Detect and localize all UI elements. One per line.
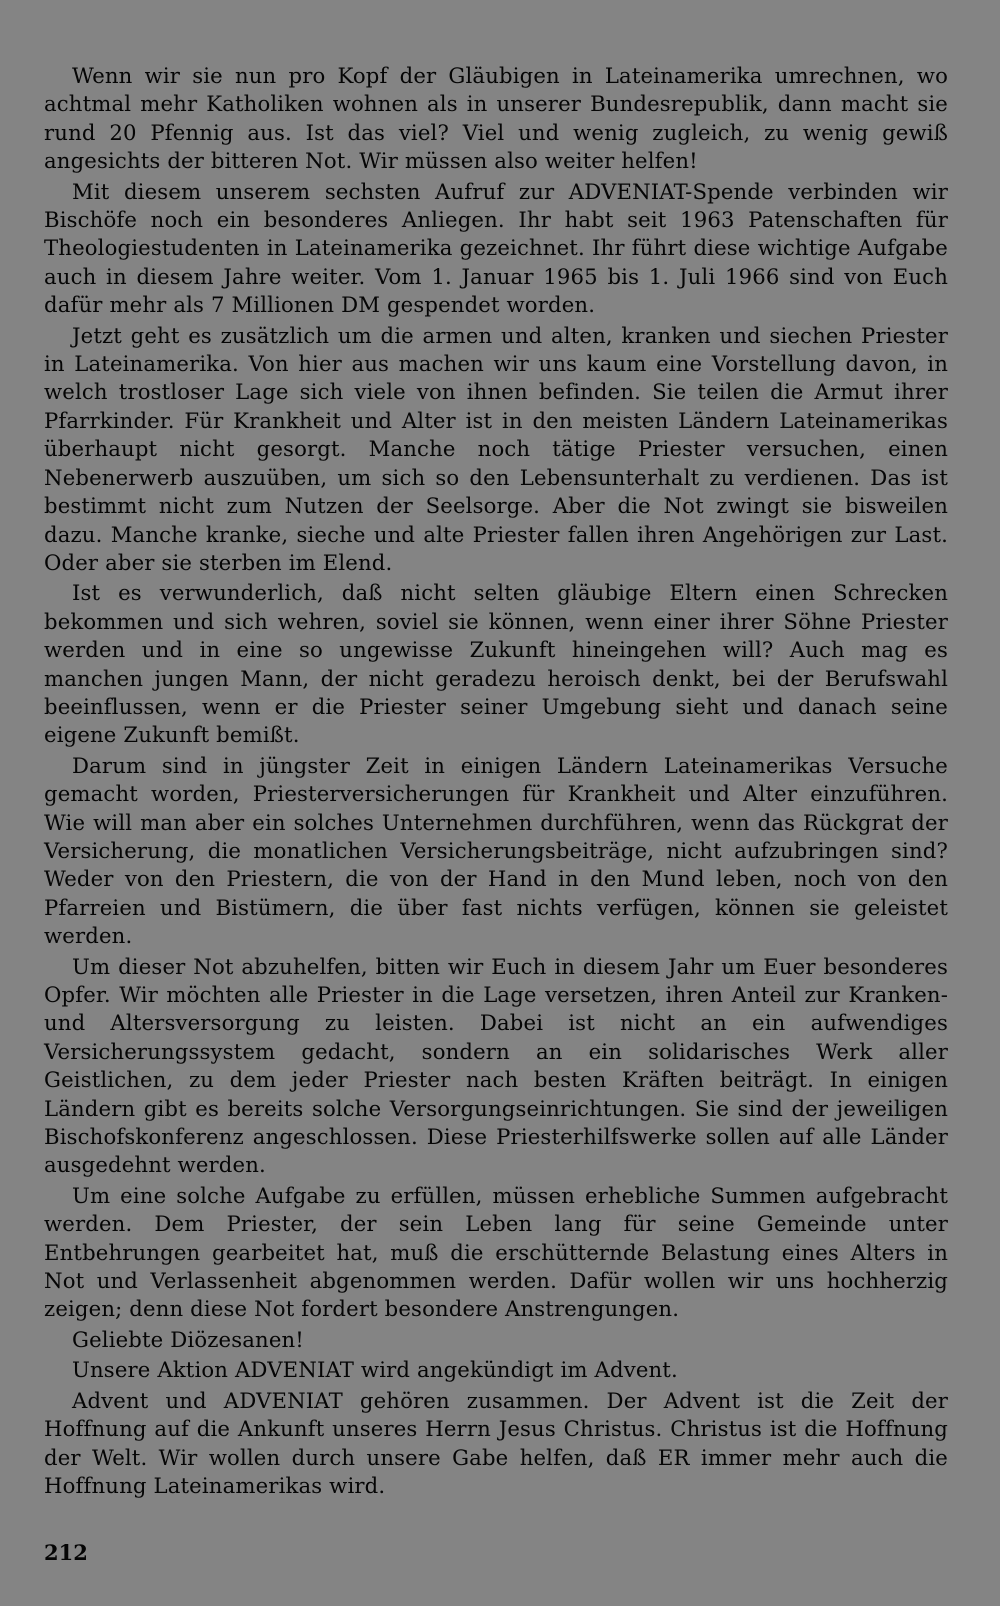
page-body [44,62,948,1502]
paragraph: Um eine solche Aufgabe zu erfüllen, müssen erhebliche Summen aufgebracht werden. Dem Priester, der sein Leben lang für seine Gemeinde unter Entbehrungen gearbeitet hat, muß die erschütternde Belastung eines Alters in Not und Verlassenheit abgenommen werden. Dafür wollen wir uns hochherzig zeigen; denn diese Not fordert besondere Anstrengungen. [44,1182,948,1322]
paragraph: Mit diesem unserem sechsten Aufruf zur ADVENIAT-Spende verbinden wir Bischöfe noch ein besonderes Anliegen. Ihr habt seit 1963 Patenschaften für Theologiestudenten in Lateinamerika gezeichnet. Ihr führt diese wichtige Aufgabe auch in diesem Jahre weiter. Vom 1. Januar 1965 bis 1. Juli 1966 sind von Euch dafür mehr als 7 Millionen DM gespendet worden. [44,178,948,318]
paragraph: Wenn wir sie nun pro Kopf der Gläubigen in Lateinamerika umrechnen, wo achtmal mehr Katholiken wohnen als in unserer Bundesrepublik, dann macht sie rund 20 Pfennig aus. Ist das viel? Viel und wenig zugleich, zu wenig gewiß angesichts der bitteren Not. Wir müssen also weiter helfen! [44,63,948,174]
paragraph: Advent und ADVENIAT gehören zusammen. Der Advent ist die Zeit der Hoffnung auf die Ankunft unseres Herrn Jesus Christus. Christus ist die Hoffnung der Welt. Wir wollen durch unsere Gabe helfen, daß ER immer mehr auch die Hoffnung Lateinamerikas wird. [44,1387,948,1498]
paragraph: Unsere Aktion ADVENIAT wird angekündigt im Advent. [72,1357,678,1383]
paragraph: Darum sind in jüngster Zeit in einigen Ländern Lateinamerikas Versuche gemacht worden, Priesterversicherungen für Krankheit und Alter einzuführen. Wie will man aber ein solches Unternehmen durchführen, wenn das Rückgrat der Versicherung, die monatlichen Versicherungsbeiträge, nicht aufzubringen sind? Weder von den Priestern, die von der Hand in den Mund leben, noch von den Pfarreien und Bistümern, die über fast nichts verfügen, können sie geleistet werden. [44,752,948,949]
paragraph: Ist es verwunderlich, daß nicht selten gläubige Eltern einen Schrecken bekommen und sich wehren, soviel sie können, wenn einer ihrer Söhne Priester werden und in eine so ungewisse Zukunft hineingehen will? Auch mag es manchen jungen Mann, der nicht geradezu heroisch denkt, bei der Berufswahl beeinflussen, wenn er die Priester seiner Umgebung sieht und danach seine eigene Zukunft bemißt. [44,580,948,748]
page-number: 212 [44,1540,88,1565]
salutation: Geliebte Diözesanen! [72,1326,304,1352]
paragraph: Um dieser Not abzuhelfen, bitten wir Euch in diesem Jahr um Euer besonderes Opfer. Wir möchten alle Priester in die Lage versetzen, ihren Anteil zur Kranken- und Altersversorgung zu leisten. Dabei ist nicht an ein aufwendiges Versicherungssystem gedacht, sondern an ein solidarisches Werk aller Geistlichen, zu dem jeder Priester nach besten Kräften beiträgt. In einigen Ländern gibt es bereits solche Versorgungseinrichtungen. Sie sind der jeweiligen Bischofskonferenz angeschlossen. Diese Priesterhilfswerke sollen auf alle Länder ausgedehnt werden. [44,953,948,1178]
paragraph: Jetzt geht es zusätzlich um die armen und alten, kranken und siechen Priester in Lateinamerika. Von hier aus machen wir uns kaum eine Vorstellung davon, in welch trostloser Lage sich viele von ihnen befinden. Sie teilen die Armut ihrer Pfarrkinder. Für Krankheit und Alter ist in den meisten Ländern Lateinamerikas überhaupt nicht gesorgt. Manche noch tätige Priester versuchen, einen Nebenerwerb auszuüben, um sich so den Lebensunterhalt zu verdienen. Das ist bestimmt nicht zum Nutzen der Seelsorge. Aber die Not zwingt sie bisweilen dazu. Manche kranke, sieche und alte Priester fallen ihren Angehörigen zur Last. Oder aber sie sterben im Elend. [44,322,948,575]
